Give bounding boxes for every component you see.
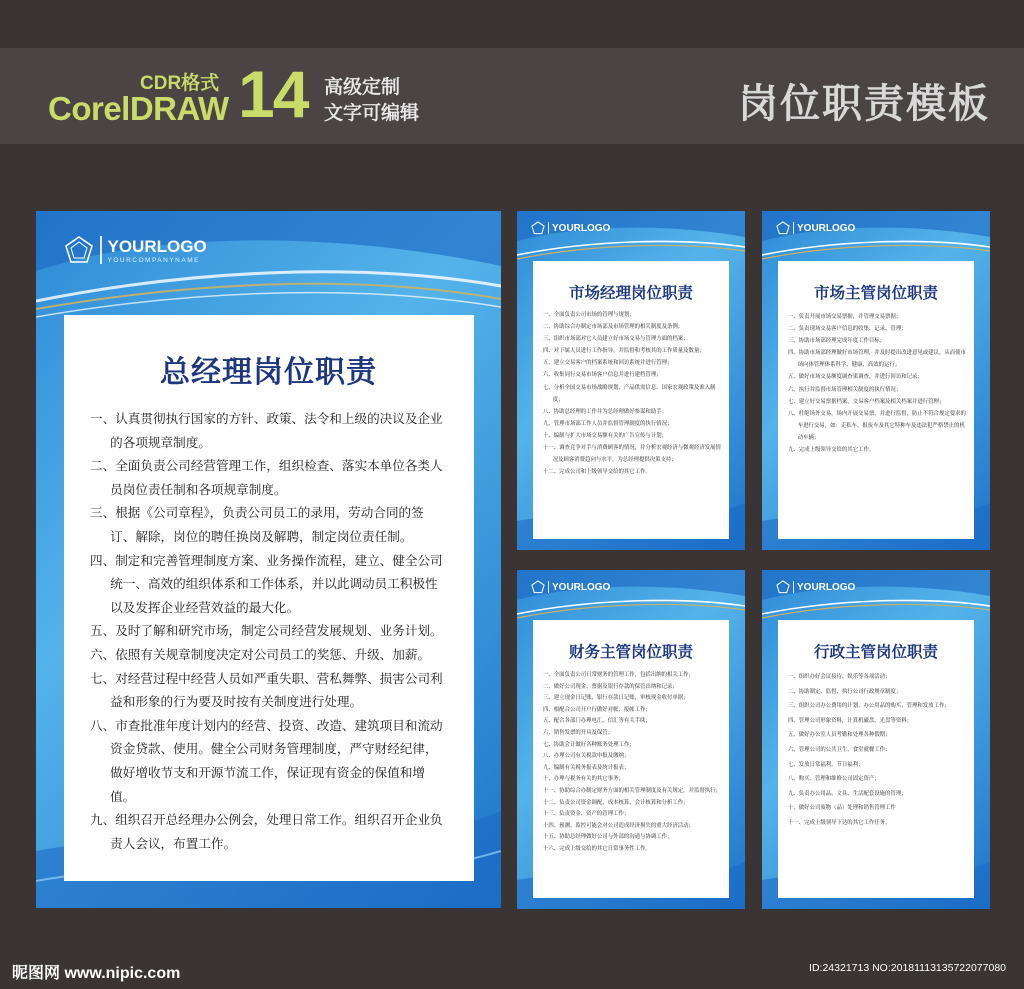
duty-item: 八、协助总经理的工作并为总经理做好参谋和助手； xyxy=(543,408,667,415)
duty-item: 十四、预测、监控可能会对公司造成经济损失的重大经济活动； xyxy=(543,822,694,829)
pentagon-logo-icon xyxy=(531,580,545,594)
logo-separator xyxy=(548,222,549,234)
pentagon-logo-icon xyxy=(776,221,790,235)
logo-subtext: YOURCOMPANYNAME xyxy=(107,256,200,264)
duty-list xyxy=(788,311,966,456)
duty-item: 四、对下属人员进行工作指导，并监督和考核其的工作质量及数量； xyxy=(543,348,705,355)
duty-item: 十一、调查竞争对手与消费顾客的情况，并分析宏观经济与微观经济发展情况及顾客消费趋向与水平，为总经理提供决策支持； xyxy=(543,445,721,464)
duty-item: 七、协助会计做好各种账务处理工作； xyxy=(543,741,635,748)
duty-item: 八、杜绝场外交易，场内开展交易票，并进行监督，防止不符合规定要求的车进行交易，如：走私车、报废车及其它特种车及违法犯严格禁止的机动车辆； xyxy=(788,410,966,441)
duty-item: 二、做好公司现金、票据及银行存款的保管出纳和记录； xyxy=(543,683,678,690)
duty-item: 十三、负责资金、资产的管理工作； xyxy=(543,811,630,818)
duty-item: 五、配合各部门办理电汇、信汇等有关手续； xyxy=(543,718,651,725)
duty-item: 五、做好市场交易额度调查果调查，并进行回访和记录； xyxy=(788,374,923,381)
logo-text: YOURLOGO xyxy=(552,222,611,234)
duty-item: 三、组织公司办公费用的计划、办公用品的购买、管理和发放工作； xyxy=(788,703,950,710)
logo-separator xyxy=(548,581,549,593)
duty-item: 七、发放日常福利、节日福利； xyxy=(788,761,864,768)
image-id-text: ID:24321713 NO:20181113135722077080 xyxy=(809,962,1006,974)
duty-item: 十、编制与扩大市场交易额有关的广告宣传与计划； xyxy=(543,432,667,439)
duty-list xyxy=(90,407,448,855)
logo-text: YOURLOGO xyxy=(797,581,856,593)
duty-item: 十一、协助综合办制定财务方面的相关管理制度及有关规定，并监督执行； xyxy=(543,787,721,794)
duty-item: 六、依照有关规章制度决定对公司员工的奖惩、升级、加薪。 xyxy=(90,646,431,662)
duty-item: 七、分析全国交易市场战略规划、产品供需信息、国家宏观政策及准入制度； xyxy=(543,384,716,403)
duty-item: 一、组织办好会议接待、娱乐等各项活动； xyxy=(788,674,891,680)
duty-item: 二、协助制定、监督、执行公司行政规章制度； xyxy=(788,688,902,695)
board-general-manager xyxy=(36,211,501,908)
board-title: 行政主管岗位职责 xyxy=(813,643,938,661)
header-line2: 文字可编辑 xyxy=(324,102,420,124)
duty-item: 五、做好办公室人员考勤和处理各种假期； xyxy=(788,732,891,739)
duty-item: 一、负责开展市场交易票据，并管理交易票据； xyxy=(788,314,902,320)
duty-item: 二、全面负责公司经营管理工作，组织检查、落实本单位各类人员岗位责任制和各项规章制度。 xyxy=(90,458,443,497)
logo-separator xyxy=(100,236,102,264)
pentagon-logo-icon xyxy=(64,235,94,265)
template-title: 岗位职责模板 xyxy=(738,81,990,127)
duty-item: 一、认真贯彻执行国家的方针、政策、法令和上级的决议及企业的各项规章制度。 xyxy=(90,411,443,450)
duty-item: 八、购买、管理和维修公司固定资产； xyxy=(788,776,880,783)
duty-item: 十、办理与税务有关的其它事务； xyxy=(543,776,624,783)
duty-item: 一、全面负责公司日常财务的管理工作，包括出纳的相关工作； xyxy=(543,672,694,678)
duty-item: 一、全面负责公司市场的管理与规划； xyxy=(543,312,635,318)
duty-item: 三、组织市场部对它人员建立好市场交易与管理方面的档案； xyxy=(543,336,689,343)
watermark-text: 昵图网 www.nipic.com xyxy=(12,965,181,982)
duty-item: 三、协助市场部经理完成年度工作目标； xyxy=(788,338,886,345)
duty-list xyxy=(543,670,721,856)
logo xyxy=(64,235,207,265)
duty-item: 二、负责现场交易客户信息的收集、记录、管理； xyxy=(788,326,907,333)
duty-list xyxy=(543,309,721,478)
duty-item: 三、根据《公司章程》，负责公司员工的录用，劳动合同的签订、解除，岗位的聘任换岗及解聘，制定岗位责任制。 xyxy=(90,505,424,544)
logo xyxy=(776,580,855,594)
duty-item: 十一、完成上级领导下达的其它工作任务。 xyxy=(788,819,891,826)
duty-item: 九、管理市场部工作人员并监督管理制度的执行情况； xyxy=(543,420,673,427)
logo xyxy=(531,580,610,594)
duty-item: 五、建立交易客户的档案系统和回访系统并进行管理； xyxy=(543,360,673,367)
logo xyxy=(531,221,610,235)
duty-item: 三、建立现金日记账、银行存款日记账，审核现金收付单据； xyxy=(543,695,689,702)
board-title: 市场经理岗位职责 xyxy=(568,284,693,302)
duty-item: 七、对经营过程中经营人员如严重失职、营私舞弊、损害公司利益和形象的行为要及时按有关制度进行处理。 xyxy=(90,670,443,710)
logo-text: YOURLOGO xyxy=(552,581,611,593)
duty-item: 十、做好公司废物（品）处理和销售管理工作 xyxy=(788,805,896,812)
format-label: CDR格式 xyxy=(140,73,220,94)
duty-item: 十五、协助总经理做好公司与外部的沟通与协调工作； xyxy=(543,834,673,841)
duty-item: 四、制定和完善管理制度方案、业务操作流程，建立、健全公司统一、高效的组织体系和工作体系，并以此调动员工积极性以及发挥企业经营效益的最大化。 xyxy=(90,552,443,615)
duty-item: 四、根配合公司开户行做好对帐、报帐工作； xyxy=(543,706,651,713)
logo-text: YOURLOGO xyxy=(107,236,207,256)
board-market-manager xyxy=(517,211,745,550)
board-market-supervisor xyxy=(762,211,990,550)
duty-item: 九、负责办公用品、文具、生活配套设施的管理； xyxy=(788,790,907,797)
duty-item: 九、完成上级领导交给的其它工作。 xyxy=(788,447,875,454)
duty-list xyxy=(788,670,966,831)
duty-item: 八、市查批准年度计划内的经营、投资、改造、建筑项目和流动资金贷款、使用。健全公司财务管理制度，严守财经纪律，做好增收节支和开源节流工作，保证现有资金的保值和增值。 xyxy=(90,717,443,804)
duty-item: 七、建立好交易票据档案，交易客户档案及相关档案并进行管理； xyxy=(788,398,945,405)
duty-item: 六、执行并监督市场管理相关制度的执行情况； xyxy=(788,386,902,393)
board-title: 财务主管岗位职责 xyxy=(568,643,693,661)
logo-separator xyxy=(793,222,794,234)
duty-item: 九、组织召开总经理办公例会，处理日常工作。组织召开企业负责人会议，布置工作。 xyxy=(90,812,443,851)
duty-item: 二、协助综合办制定市场部及市场管理的相关制度及条例； xyxy=(543,324,684,331)
duty-item: 十六、完成上级交给的其它日常事务性工作。 xyxy=(543,845,651,852)
pentagon-logo-icon xyxy=(776,580,790,594)
pentagon-logo-icon xyxy=(531,221,545,235)
duty-item: 四、协助市场部经理做好市场管理，并及时提出改进意见或建议，从而使市场向体管理体系科学、健康、高效的运行； xyxy=(788,350,966,369)
board-admin-supervisor xyxy=(762,570,990,909)
logo xyxy=(776,221,855,235)
duty-item: 八、办理公司有关税款申报及缴纳； xyxy=(543,753,630,760)
header-line1: 高级定制 xyxy=(324,76,401,98)
duty-item: 六、销售发票的开具及保管； xyxy=(543,729,614,736)
version-number: 14 xyxy=(238,57,308,131)
duty-item: 六、收集同行交易市场客户信息并进行建档管理； xyxy=(543,372,662,379)
board-title: 总经理岗位职责 xyxy=(160,355,377,390)
duty-item: 十二、负责公司资金调配、成本核算、会计核算和分析工作； xyxy=(543,799,689,806)
board-finance-supervisor xyxy=(517,570,745,909)
header-banner xyxy=(0,48,1024,144)
duty-item: 六、管理公司的公共卫生、食堂就餐工作； xyxy=(788,746,891,753)
logo-separator xyxy=(793,581,794,593)
duty-item: 四、管理公司形象资料，计算机磁盘、光盘等资料； xyxy=(788,717,912,724)
duty-item: 九、编制有关税务报表及统计报表； xyxy=(543,764,630,771)
duty-item: 五、及时了解和研究市场，制定公司经营发展规划、业务计划。 xyxy=(90,623,443,639)
software-name: CorelDRAW xyxy=(48,90,229,127)
logo-text: YOURLOGO xyxy=(797,222,856,234)
duty-item: 十二、完成公司和上级领导交给的其它工作。 xyxy=(543,469,651,476)
board-title: 市场主管岗位职责 xyxy=(813,284,938,302)
